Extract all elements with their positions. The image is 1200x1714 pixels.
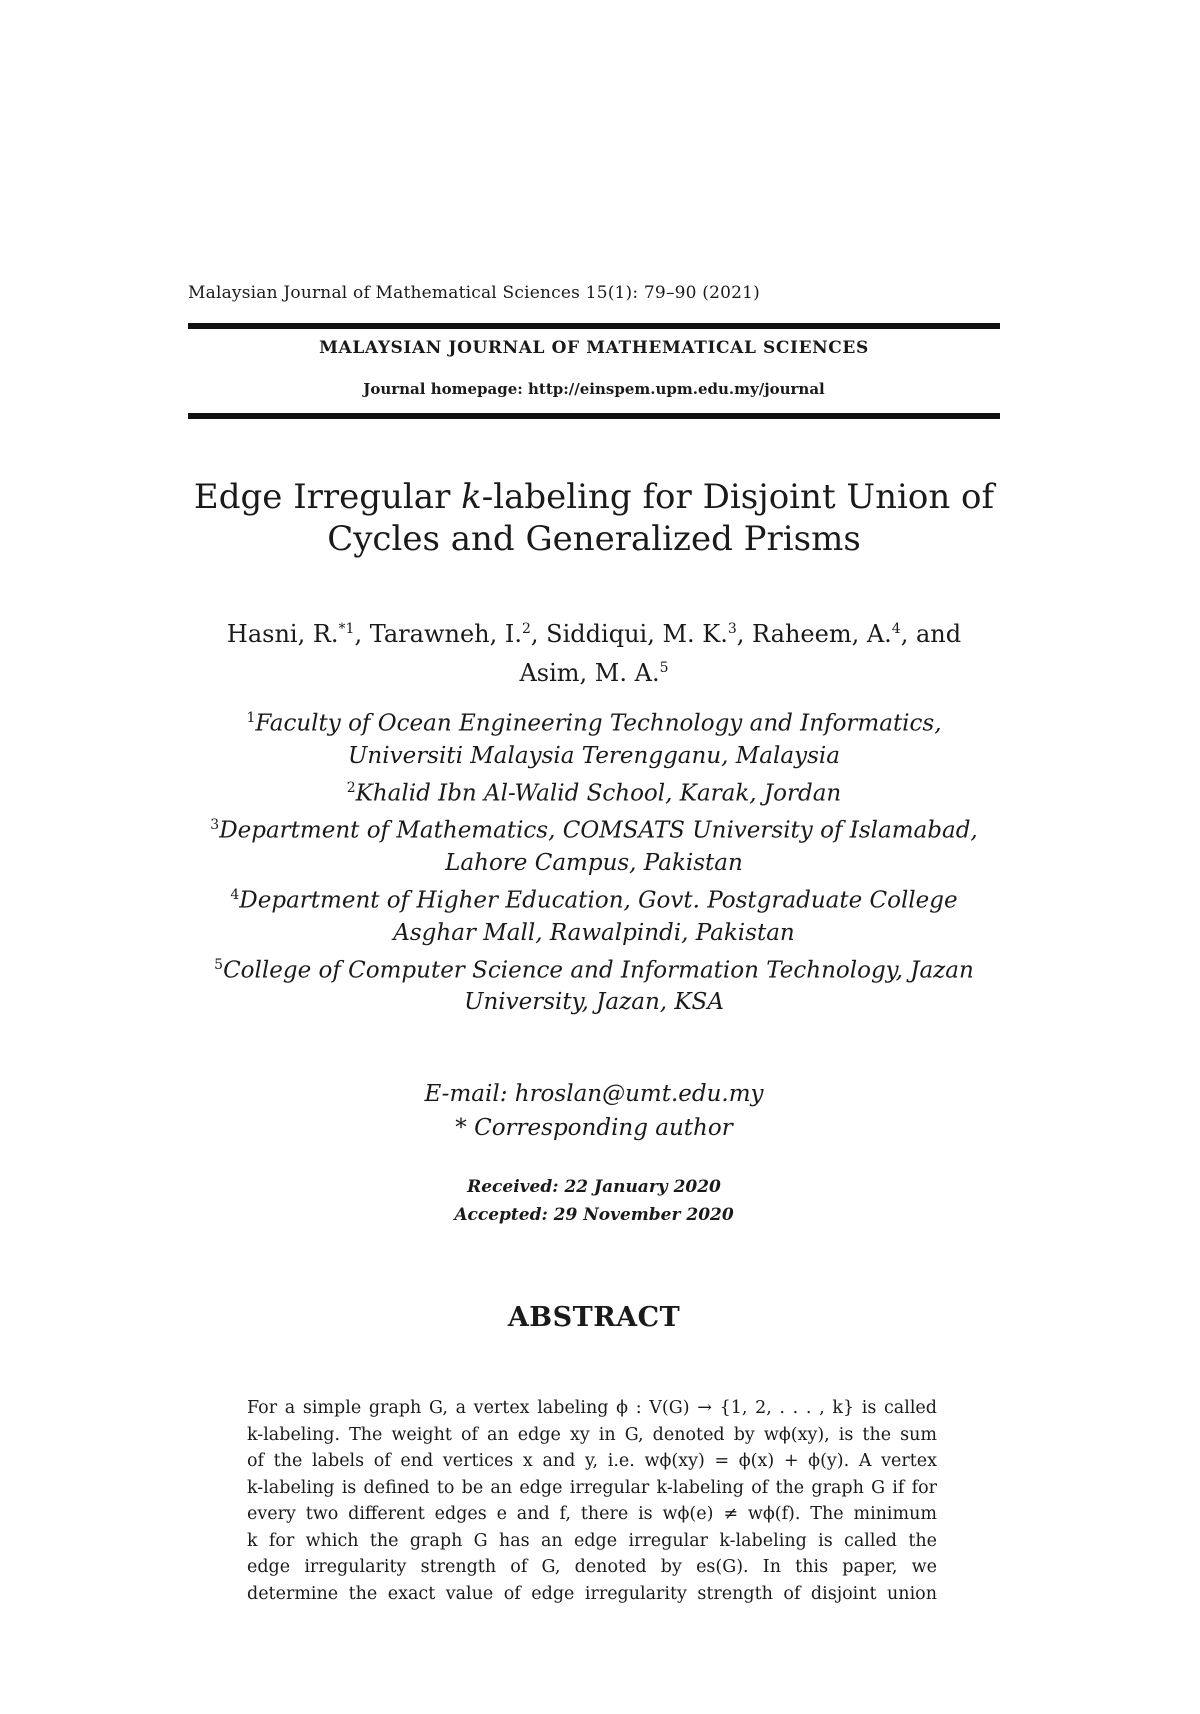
affiliation-1-line2: Universiti Malaysia Terengganu, Malaysia [348, 742, 840, 769]
abstract-line: every two different edges e and f, there is wϕ(e) ≠ wϕ(f). The minimum [247, 1504, 937, 1524]
author-1: Hasni, R. [226, 620, 339, 648]
journal-name: MALAYSIAN JOURNAL OF MATHEMATICAL SCIENCES [319, 338, 869, 358]
author-3: , Siddiqui, M. K. [530, 620, 728, 648]
affiliation-2-sup: 2 [346, 779, 356, 796]
abstract-line: k-labeling. The weight of an edge xy in G, denoted by wϕ(xy), is the sum [247, 1424, 937, 1445]
affiliation-3-sup: 3 [210, 817, 220, 834]
author-2: , Tarawneh, I. [354, 620, 522, 648]
affiliation-4 [176, 879, 1012, 949]
dates-block [188, 1173, 1000, 1229]
affiliation-5 [176, 949, 1012, 1019]
author-4-end: , and [900, 620, 962, 648]
title-line2: Cycles and Generalized Prisms [327, 519, 861, 559]
affiliation-1-line1: Faculty of Ocean Engineering Technology and Informatics, [255, 710, 942, 737]
abstract-line: of the labels of end vertices x and y, i.e. wϕ(xy) = ϕ(x) + ϕ(y). A vertex [247, 1451, 937, 1471]
author-4: , Raheem, A. [736, 620, 892, 648]
affiliation-4-line1: Department of Higher Education, Govt. Postgraduate College [239, 887, 958, 914]
corresponding-author-note: * Corresponding author [455, 1115, 733, 1141]
author-4-sup: 4 [891, 621, 901, 637]
abstract-line: k for which the graph G has an edge irregular k-labeling is called the [247, 1530, 937, 1551]
title-part2: -labeling for Disjoint Union of [481, 477, 995, 517]
affiliation-3 [176, 809, 1012, 879]
email-address[interactable]: E-mail: hroslan@umt.edu.my [424, 1081, 764, 1107]
author-2-sup: 2 [522, 621, 531, 637]
affiliation-2 [176, 772, 1012, 810]
author-list [188, 612, 1000, 690]
abstract-line: determine the exact value of edge irregularity strength of disjoint union [247, 1583, 937, 1604]
author-3-sup: 3 [727, 621, 737, 637]
paper-title [188, 476, 1000, 560]
title-k: k [461, 477, 482, 517]
abstract-line: For a simple graph G, a vertex labeling ϕ : V(G) → {1, 2, . . . , k} is called [247, 1398, 937, 1418]
affiliation-5-line2: University, Jazan, KSA [464, 989, 724, 1016]
affiliation-5-line1: College of Computer Science and Information Technology, Jazan [223, 957, 974, 984]
accepted-date: Accepted: 29 November 2020 [454, 1205, 734, 1225]
affiliation-3-line1: Department of Mathematics, COMSATS University of Islamabad, [219, 817, 978, 844]
top-rule [188, 323, 1000, 329]
affiliation-1-sup: 1 [246, 710, 256, 726]
received-date: Received: 22 January 2020 [467, 1177, 721, 1197]
affiliation-3-line2: Lahore Campus, Pakistan [445, 849, 743, 876]
contact-block [188, 1077, 1000, 1145]
journal-homepage: Journal homepage: http://einspem.upm.edu.my/journal [363, 380, 825, 398]
author-5-sup: 5 [659, 660, 669, 676]
abstract-heading: ABSTRACT [507, 1302, 681, 1333]
affiliation-4-line2: Asghar Mall, Rawalpindi, Pakistan [393, 919, 795, 946]
abstract-line: edge irregularity strength of G, denoted by es(G). In this paper, we [247, 1557, 937, 1577]
affiliation-4-sup: 4 [230, 886, 240, 903]
affiliations [176, 702, 1012, 1018]
running-header: Malaysian Journal of Mathematical Sciences 15(1): 79–90 (2021) [188, 283, 761, 303]
abstract-body [247, 1395, 937, 1607]
abstract-line: k-labeling is defined to be an edge irregular k-labeling of the graph G if for [247, 1477, 937, 1498]
author-1-sup: *1 [338, 621, 355, 637]
affiliation-1 [176, 702, 1012, 772]
affiliation-5-sup: 5 [214, 956, 224, 973]
title-part1: Edge Irregular [193, 477, 462, 517]
author-5: Asim, M. A. [519, 659, 660, 687]
bottom-rule [188, 413, 1000, 419]
affiliation-2-line1: Khalid Ibn Al-Walid School, Karak, Jordan [355, 780, 842, 807]
